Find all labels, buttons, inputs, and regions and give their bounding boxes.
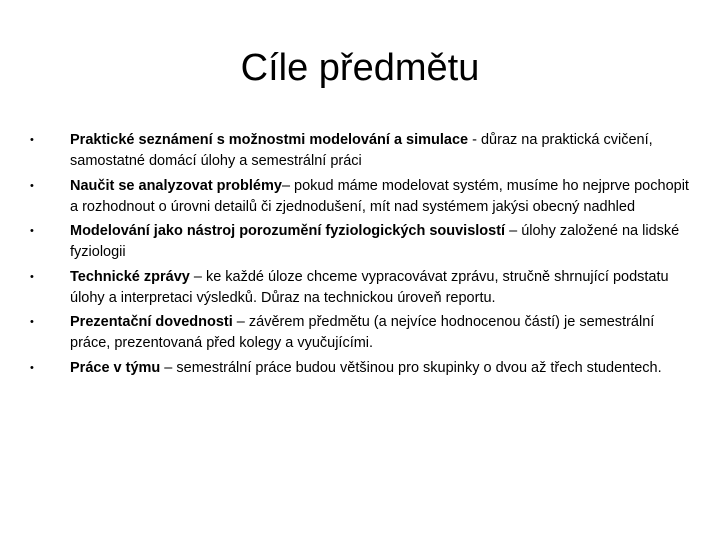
bullet-bold-text: Praktické seznámení s možnostmi modelování a simulace — [70, 132, 469, 148]
bullet-item-teamwork — [30, 358, 690, 379]
bullet-rest-text: – závěrem předmětu (a nejvíce hodnocenou částí) je semestrální práce, prezentovaná před kolegy a vyučujícími. — [70, 314, 655, 351]
bullet-text — [70, 267, 690, 309]
bullet-item-modeling — [30, 221, 690, 263]
bullet-text — [70, 312, 690, 354]
bullet-list — [30, 130, 690, 382]
bullet-icon: • — [30, 316, 34, 328]
bullet-icon: • — [30, 225, 34, 237]
bullet-icon: • — [30, 134, 34, 146]
bullet-text — [70, 358, 690, 379]
bullet-bold-text: Technické zprávy — [70, 268, 190, 285]
bullet-rest-text: – ke každé úloze chceme vypracovávat zprávu, stručně shrnující podstatu úlohy a interpretaci výsledků. Důraz na technickou úroveň reportu. — [70, 268, 669, 306]
bullet-icon: • — [30, 179, 34, 192]
bullet-bold-text: Naučit se analyzovat problémy — [70, 177, 282, 194]
bullet-text — [70, 130, 690, 172]
bullet-item-practical — [30, 130, 690, 172]
bullet-bold-text: Modelování jako nástroj porozumění fyziologických souvislostí — [70, 223, 506, 239]
bullet-icon: • — [30, 361, 34, 374]
bullet-item-reports — [30, 267, 690, 309]
bullet-bold-text: Práce v týmu — [70, 359, 161, 376]
bullet-rest-text: – pokud máme modelovat systém, musíme ho nejprve pochopit a rozhodnout o úrovni detailů či zjednodušení, mít nad systémem jakýsi obecný nadhled — [70, 177, 689, 215]
bullet-rest-text: – úlohy založené na lidské fyziologii — [70, 223, 680, 260]
bullet-bold-text: Prezentační dovednosti — [70, 314, 233, 330]
bullet-item-presentation — [30, 312, 690, 354]
bullet-text — [70, 176, 690, 218]
bullet-icon: • — [30, 270, 34, 283]
bullet-item-analysis — [30, 176, 690, 218]
bullet-rest-text: - důraz na praktická cvičení, samostatné domácí úlohy a semestrální práci — [70, 132, 653, 169]
bullet-text — [70, 221, 690, 263]
slide-title: Cíle předmětu — [240, 47, 480, 89]
bullet-rest-text: – semestrální práce budou většinou pro skupinky o dvou až třech studentech. — [160, 359, 662, 376]
